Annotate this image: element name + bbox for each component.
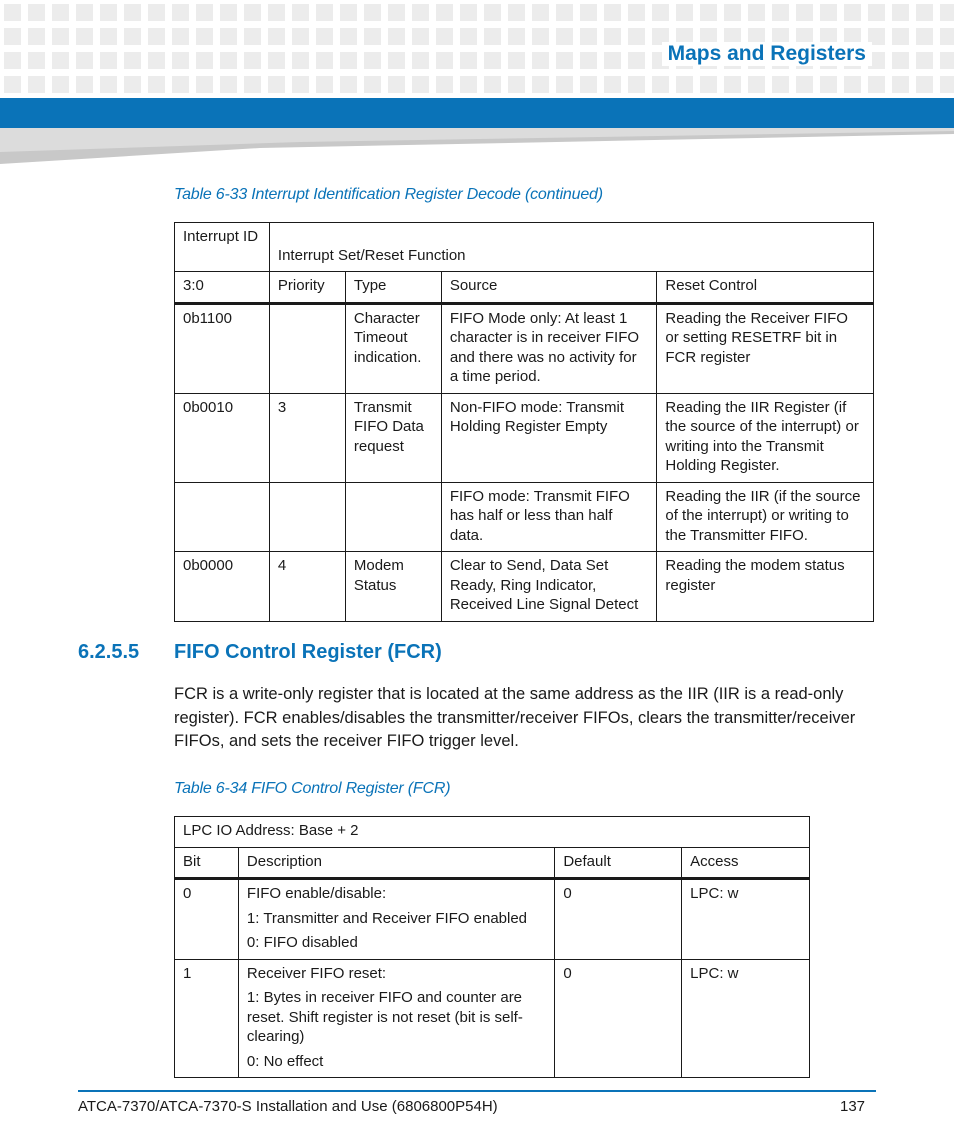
pattern-square xyxy=(76,52,93,69)
pattern-square xyxy=(580,52,597,69)
pattern-square xyxy=(268,28,285,45)
pattern-square xyxy=(76,28,93,45)
pattern-square xyxy=(604,52,621,69)
pattern-square xyxy=(100,28,117,45)
header-cell: Interrupt ID xyxy=(175,223,270,272)
pattern-square xyxy=(100,52,117,69)
header-cell: Description xyxy=(238,847,554,879)
pattern-square xyxy=(52,76,69,93)
pattern-square xyxy=(220,52,237,69)
description-line: 0: FIFO disabled xyxy=(246,934,358,951)
pattern-square xyxy=(52,52,69,69)
pattern-square xyxy=(580,28,597,45)
cell-access: LPC: w xyxy=(682,879,810,960)
pattern-square xyxy=(556,28,573,45)
pattern-square xyxy=(76,4,93,21)
pattern-square xyxy=(268,52,285,69)
description-line: FIFO enable/disable: xyxy=(246,885,387,902)
pattern-square xyxy=(364,52,381,69)
pattern-square xyxy=(244,28,261,45)
pattern-square xyxy=(76,76,93,93)
pattern-square xyxy=(436,28,453,45)
pattern-square xyxy=(628,76,645,93)
pattern-square xyxy=(604,76,621,93)
pattern-square xyxy=(100,76,117,93)
pattern-square xyxy=(4,52,21,69)
pattern-square xyxy=(172,52,189,69)
pattern-square xyxy=(124,28,141,45)
address-cell: LPC IO Address: Base + 2 xyxy=(175,817,810,848)
section-heading xyxy=(78,641,442,664)
pattern-square xyxy=(124,52,141,69)
pattern-square xyxy=(460,76,477,93)
pattern-square xyxy=(340,52,357,69)
pattern-square xyxy=(892,76,909,93)
pattern-square xyxy=(532,52,549,69)
cell-source: FIFO Mode only: At least 1 character is in receiver FIFO and there was no activity for a time period. xyxy=(441,303,657,393)
pattern-square xyxy=(676,4,693,21)
pattern-square xyxy=(508,76,525,93)
pattern-square xyxy=(172,28,189,45)
cell-source: Non-FIFO mode: Transmit Holding Register Empty xyxy=(441,393,657,482)
pattern-square xyxy=(580,76,597,93)
header-cell: Default xyxy=(555,847,682,879)
pattern-square xyxy=(292,28,309,45)
pattern-square xyxy=(4,4,21,21)
pattern-square xyxy=(940,52,954,69)
cell-interrupt-id: 0b0000 xyxy=(175,552,270,622)
pattern-square xyxy=(316,52,333,69)
fcr-table xyxy=(174,816,810,1078)
pattern-square xyxy=(460,52,477,69)
header-cell: Priority xyxy=(269,272,345,304)
pattern-square xyxy=(316,76,333,93)
pattern-square xyxy=(724,76,741,93)
table-row xyxy=(175,303,874,393)
header-cell: Interrupt Set/Reset Function xyxy=(269,223,873,272)
pattern-square xyxy=(148,4,165,21)
pattern-square xyxy=(412,28,429,45)
pattern-square xyxy=(244,4,261,21)
cell-type: Character Timeout indication. xyxy=(345,303,441,393)
pattern-square xyxy=(892,4,909,21)
pattern-square xyxy=(148,52,165,69)
pattern-square xyxy=(460,28,477,45)
footer-divider xyxy=(78,1090,876,1092)
pattern-square xyxy=(940,76,954,93)
pattern-square xyxy=(28,52,45,69)
pattern-square xyxy=(196,28,213,45)
cell-default: 0 xyxy=(555,959,682,1078)
table-row xyxy=(175,482,874,552)
cell-priority xyxy=(269,482,345,552)
pattern-square xyxy=(436,76,453,93)
pattern-square xyxy=(124,76,141,93)
pattern-square xyxy=(244,76,261,93)
table-row xyxy=(175,879,810,960)
table-row xyxy=(175,393,874,482)
pattern-square xyxy=(868,76,885,93)
pattern-square xyxy=(772,76,789,93)
pattern-square xyxy=(172,76,189,93)
pattern-square xyxy=(172,4,189,21)
pattern-square xyxy=(916,28,933,45)
pattern-square xyxy=(676,76,693,93)
section-number: 6.2.5.5 xyxy=(78,641,140,663)
pattern-square xyxy=(412,4,429,21)
pattern-square xyxy=(772,4,789,21)
pattern-square xyxy=(196,52,213,69)
pattern-square xyxy=(748,4,765,21)
pattern-square xyxy=(892,28,909,45)
body-paragraph: FCR is a write-only register that is located at the same address as the IIR (IIR is a read-only register). FCR enables/disables the transmitter/receiver FIFOs, clears the transmitter/receiver FIFOs, and sets the receiver FIFO trigger level. xyxy=(174,685,856,750)
pattern-square xyxy=(580,4,597,21)
pattern-square xyxy=(604,28,621,45)
pattern-square xyxy=(220,28,237,45)
pattern-square xyxy=(652,76,669,93)
cell-access: LPC: w xyxy=(682,959,810,1078)
header-blue-bar xyxy=(0,98,954,128)
pattern-square xyxy=(532,76,549,93)
pattern-square xyxy=(916,4,933,21)
cell-bit: 0 xyxy=(175,879,239,960)
pattern-square xyxy=(292,52,309,69)
cell-source: FIFO mode: Transmit FIFO has half or less than half data. xyxy=(441,482,657,552)
cell-default: 0 xyxy=(555,879,682,960)
header-cell: Source xyxy=(441,272,657,304)
pattern-square xyxy=(820,76,837,93)
pattern-square xyxy=(292,76,309,93)
pattern-square xyxy=(652,4,669,21)
cell-priority xyxy=(269,303,345,393)
pattern-square xyxy=(508,28,525,45)
cell-type: Transmit FIFO Data request xyxy=(345,393,441,482)
header-cell: Access xyxy=(682,847,810,879)
pattern-square xyxy=(364,28,381,45)
pattern-square xyxy=(364,4,381,21)
pattern-square xyxy=(556,52,573,69)
table-row xyxy=(175,552,874,622)
table-header-row xyxy=(175,817,810,848)
header-cell: Bit xyxy=(175,847,239,879)
header-cell: Type xyxy=(345,272,441,304)
table-caption-6-33: Table 6-33 Interrupt Identification Register Decode (continued) xyxy=(174,186,603,203)
pattern-square xyxy=(52,28,69,45)
pattern-square xyxy=(892,52,909,69)
pattern-square xyxy=(556,4,573,21)
description-line: 0: No effect xyxy=(246,1052,324,1070)
description-line: Receiver FIFO reset: xyxy=(246,964,387,982)
pattern-square xyxy=(628,28,645,45)
pattern-square xyxy=(100,4,117,21)
pattern-square xyxy=(796,4,813,21)
header-cell: 3:0 xyxy=(175,272,270,304)
pattern-square xyxy=(484,28,501,45)
cell-description xyxy=(238,959,554,1078)
header-cell: Reset Control xyxy=(657,272,874,304)
interrupt-id-table xyxy=(174,222,874,622)
section-title: FIFO Control Register (FCR) xyxy=(174,641,442,663)
table-header-row xyxy=(175,272,874,304)
pattern-square xyxy=(412,52,429,69)
pattern-square xyxy=(796,76,813,93)
pattern-square xyxy=(700,4,717,21)
pattern-square xyxy=(412,76,429,93)
pattern-square xyxy=(340,76,357,93)
pattern-square xyxy=(388,28,405,45)
pattern-square xyxy=(628,52,645,69)
pattern-square xyxy=(148,28,165,45)
cell-source: Clear to Send, Data Set Ready, Ring Indicator, Received Line Signal Detect xyxy=(441,552,657,622)
pattern-square xyxy=(124,4,141,21)
pattern-square xyxy=(340,28,357,45)
pattern-square xyxy=(364,76,381,93)
pattern-square xyxy=(316,28,333,45)
pattern-square xyxy=(532,4,549,21)
pattern-square xyxy=(508,52,525,69)
pattern-square xyxy=(508,4,525,21)
table-header-row xyxy=(175,847,810,879)
pattern-square xyxy=(340,4,357,21)
pattern-square xyxy=(844,76,861,93)
page-header-title: Maps and Registers xyxy=(662,42,872,66)
pattern-square xyxy=(460,4,477,21)
table-row xyxy=(175,959,810,1078)
pattern-square xyxy=(28,4,45,21)
pattern-square xyxy=(4,28,21,45)
pattern-square xyxy=(268,76,285,93)
pattern-square xyxy=(196,76,213,93)
cell-description xyxy=(238,879,554,960)
pattern-square xyxy=(484,52,501,69)
cell-type: Modem Status xyxy=(345,552,441,622)
cell-reset-control: Reading the IIR (if the source of the interrupt) or writing to the Transmitter FIFO. xyxy=(657,482,874,552)
pattern-square xyxy=(940,28,954,45)
pattern-square xyxy=(148,76,165,93)
pattern-square xyxy=(220,4,237,21)
cell-priority: 4 xyxy=(269,552,345,622)
pattern-square xyxy=(484,76,501,93)
cell-type xyxy=(345,482,441,552)
cell-priority: 3 xyxy=(269,393,345,482)
pattern-square xyxy=(628,4,645,21)
pattern-square xyxy=(556,76,573,93)
pattern-square xyxy=(916,52,933,69)
pattern-square xyxy=(436,52,453,69)
pattern-square xyxy=(4,76,21,93)
pattern-square xyxy=(244,52,261,69)
header-swoosh xyxy=(0,128,954,168)
pattern-square xyxy=(700,76,717,93)
cell-interrupt-id: 0b1100 xyxy=(175,303,270,393)
pattern-square xyxy=(196,4,213,21)
table-header-row xyxy=(175,223,874,272)
pattern-square xyxy=(220,76,237,93)
footer-document-title: ATCA-7370/ATCA-7370-S Installation and Use (6806800P54H) xyxy=(78,1098,498,1115)
pattern-square xyxy=(940,4,954,21)
pattern-square xyxy=(748,76,765,93)
pattern-square xyxy=(532,28,549,45)
pattern-square xyxy=(916,76,933,93)
pattern-square xyxy=(820,4,837,21)
pattern-square xyxy=(28,76,45,93)
pattern-square xyxy=(844,4,861,21)
cell-reset-control: Reading the modem status register xyxy=(657,552,874,622)
description-line: 1: Bytes in receiver FIFO and counter are reset. Shift register is not reset (bit is self-clearing) xyxy=(246,989,523,1045)
pattern-square xyxy=(436,4,453,21)
pattern-square xyxy=(868,4,885,21)
pattern-square xyxy=(604,4,621,21)
pattern-square xyxy=(388,4,405,21)
pattern-square xyxy=(292,4,309,21)
cell-interrupt-id xyxy=(175,482,270,552)
pattern-square xyxy=(268,4,285,21)
description-line: 1: Transmitter and Receiver FIFO enabled xyxy=(246,909,528,927)
pattern-square xyxy=(484,4,501,21)
pattern-square xyxy=(28,28,45,45)
pattern-square xyxy=(316,4,333,21)
pattern-square xyxy=(52,4,69,21)
pattern-square xyxy=(724,4,741,21)
pattern-square xyxy=(388,52,405,69)
cell-reset-control: Reading the IIR Register (if the source of the interrupt) or writing into the Transmit Holding Register. xyxy=(657,393,874,482)
page-number: 137 xyxy=(840,1098,866,1115)
pattern-square xyxy=(388,76,405,93)
cell-interrupt-id: 0b0010 xyxy=(175,393,270,482)
cell-bit: 1 xyxy=(175,959,239,1078)
table-caption-6-34: Table 6-34 FIFO Control Register (FCR) xyxy=(174,780,451,797)
cell-reset-control: Reading the Receiver FIFO or setting RESETRF bit in FCR register xyxy=(657,303,874,393)
